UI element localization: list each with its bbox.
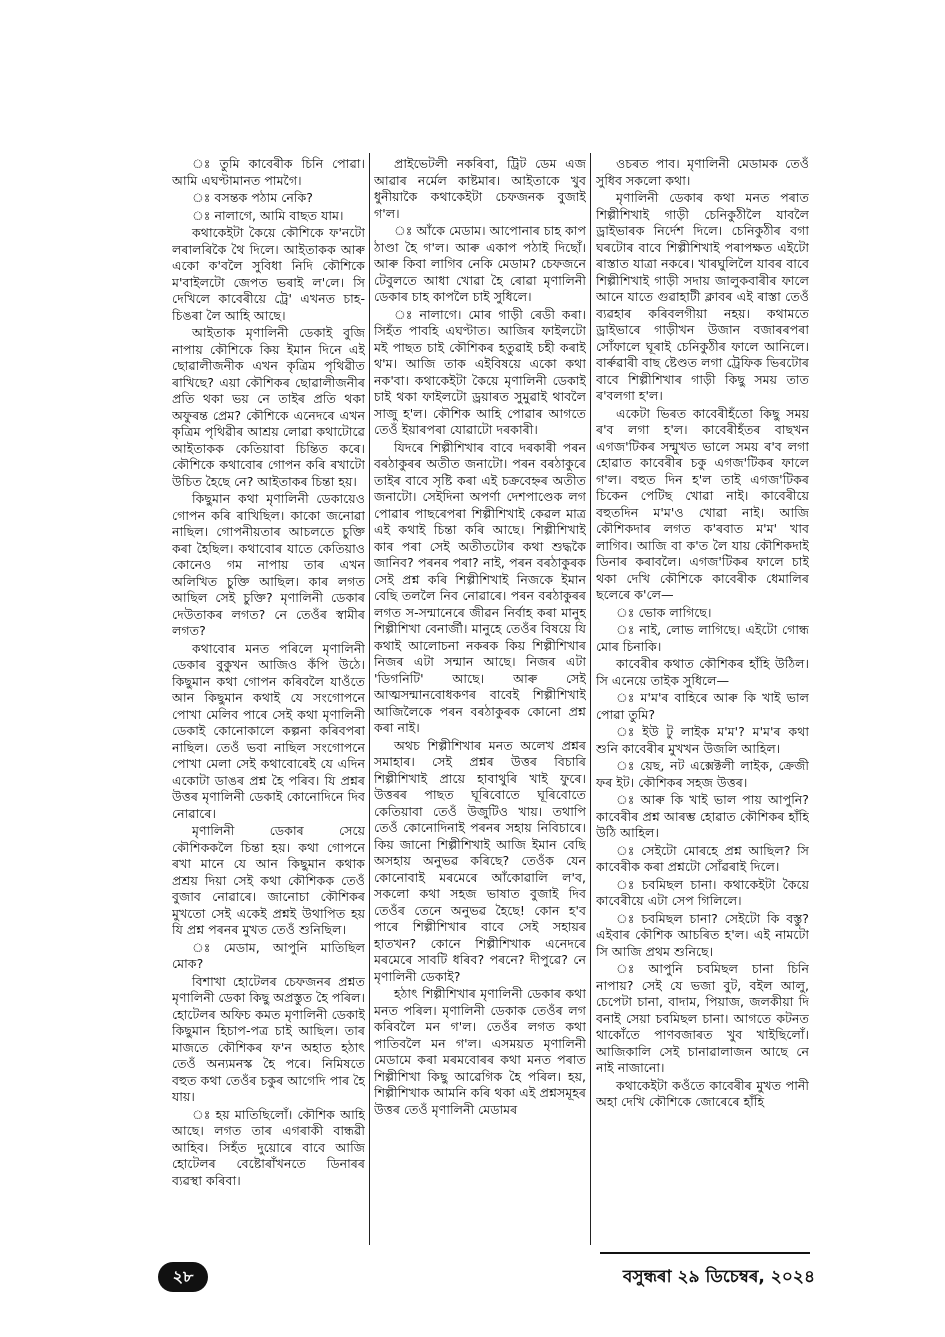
paragraph: প্ৰাইভেটলী নকৰিবা, ট্ৰিট ডেম এজ আৱাৰ নৰ্মেল কাষ্টমাৰ। আইতাকে খুব ধুনীয়াকৈ কথাকেইটা চেফজনক বুজাই গ'ল। xyxy=(374,156,586,221)
paragraph: ঃ নাই, লোভ লাগিছে। এইটো গোন্ধ মোৰ চিনাকি। xyxy=(596,622,809,654)
footer-rule xyxy=(600,1252,810,1254)
paragraph: হঠাৎ শিল্পীশিখাৰ মৃণালিনী ডেকাৰ কথা মনত পৰিল। মৃণালিনী ডেকাক তেওঁৰ লগ কৰিবলৈ মন গ'ল। তেওঁৰ লগত কথা পাতিবলৈ মন গ'ল। এসময়ত মৃণালিনী মেডামে কৰা মৰমবোৰৰ কথা মনত পৰাত শিল্পীশিখা কিছু আৱেগিক হৈ পৰিল। হয়, শিল্পীশিখাক আমনি কৰি থকা এই প্ৰশ্নসমূহৰ উত্তৰ তেওঁ মৃণালিনী মেডামৰ xyxy=(374,986,586,1117)
paragraph: বিশাখা হোটেলৰ চেফজনৰ প্ৰশ্নত মৃণালিনী ডেকা কিছু অপ্ৰস্তুত হৈ পৰিল। হোটেলৰ অফিচ কমত মৃণালিনী ডেকাই কিছুমান হিচাপ-পত্ৰ চাই আছিল। তাৰ মাজতে কৌশিকৰ ফ'ন অহাত হঠাৎ তেওঁ অন্যমনস্ক হৈ পৰে। নিমিষতে বহুত কথা তেওঁৰ চকুৰ আগেদি পাৰ হৈ যায়। xyxy=(172,973,365,1104)
paragraph: ঃ চবমিছল চানা। কথাকেইটা কৈয়ে কাবেৰীয়ে এটা সেপ গিলিলে। xyxy=(596,876,809,908)
paragraph: আইতাক মৃণালিনী ডেকাই বুজি নাপায় কৌশিকে কিয় ইমান দিনে এই ছোৱালীজনীক এখন কৃত্ৰিম পৃথিৱীত ৰাখিছে? এয়া কৌশিকৰ ছোৱালীজনীৰ প্ৰতি থকা ভয় নে তাইৰ প্ৰতি থকা অফুৰন্ত প্ৰেম? কৌশিকে এনেদৰে এখন কৃত্ৰিম পৃথিৱীৰ আশ্ৰয় লোৱা কথাটোৱে আইতাকক কেতিয়াবা চিন্তিত কৰে। কৌশিকে কথাবোৰ গোপন কৰি ৰখাটো উচিত হৈছে নে? আইতাকৰ চিন্তা হয়। xyxy=(172,325,365,489)
text-column-3 xyxy=(596,156,809,1236)
paragraph: কিছুমান কথা মৃণালিনী ডেকায়েও গোপন কৰি ৰাখিছিল। কাকো জনোৱা নাছিল। গোপনীয়তাৰ আচলতে চুক্তি কৰা হৈছিল। কথাবোৰ যাতে কেতিয়াও কোনেও গম নাপায় তাৰ এখন অলিখিত চুক্তি আছিল। কাৰ লগত আছিল সেই চুক্তি? মৃণালিনী ডেকাৰ দেউতাকৰ লগত? নে তেওঁৰ স্বামীৰ লগত? xyxy=(172,491,365,638)
paragraph: একেটা ভিৰত কাবেৰীহঁতো কিছু সময় ৰ'ব লগা হ'ল। কাবেৰীহঁতৰ বাছখন এগজ'টিকৰ সন্মুখত ভালে সময় ৰ'ব লগা হোৱাত কাবেৰীৰ চকু এগজ'টিকৰ ফালে গ'ল। বহুত দিন হ'ল তাই এগজ'টিকৰ চিকেন পেটিছ খোৱা নাই। কাবেৰীয়ে বহুতদিন ম'ম'ও খোৱা নাই। আজি কৌশিকদাৰ লগত ক'ৰবাত ম'ম' খাব লাগিব। আজি বা ক'ত লৈ যায় কৌশিকদাই ডিনাৰ কৰাবলৈ। এগজ'টিকৰ ফালে চাই থকা দেখি কৌশিকে কাবেৰীক ধেমালিৰ ছলেৰে ক'লে— xyxy=(596,405,809,602)
paragraph: ঃ য়েছ, নট এক্সেক্টলী লাইক, ক্ৰেজী ফৰ ইট। কৌশিকৰ সহজ উত্তৰ। xyxy=(596,758,809,790)
paragraph: কথাকেইটা কৈয়ে কৌশিকে ফ'নটো লৰালৰিকৈ থৈ দিলে। আইতাকক আৰু একো ক'বলৈ সুবিধা নিদি কৌশিকে ম'বাইলটো জেপত ভৰাই ল'লে। সি দেখিলে কাবেৰীয়ে ট্ৰে' এখনত চাহ-চিঙৰা লৈ আহি আছে। xyxy=(172,225,365,323)
paragraph: মৃণালিনী ডেকাৰ সেয়ে কৌশিককলৈ চিন্তা হয়। কথা গোপনে ৰখা মানে যে আন কিছুমান কথাক প্ৰশ্ৰয় দিয়া সেই কথা কৌশিকক তেওঁ বুজাব নোৱাৰে। জানোচা কৌশিকৰ মুখতো সেই একেই প্ৰশ্নই উথাপিত হয় যি প্ৰশ্ন পৰনৰ মুখত তেওঁ শুনিছিল। xyxy=(172,823,365,937)
paragraph: অথচ শিল্পীশিখাৰ মনত অলেখ প্ৰশ্নৰ সমাহাৰ। সেই প্ৰশ্নৰ উত্তৰ বিচাৰি শিল্পীশিখাই প্ৰায়ে হাবাথুৰি খাই ফুৰে। উত্তৰৰ পাছত ঘূৰিবোতে ঘূৰিবোতে কেতিয়াবা তেওঁ উজুটিও খায়। তথাপি তেওঁ কোনোদিনাই পৰনৰ সহায় নিবিচাৰে। কিয় জানো শিল্পীশিখাই আজি ইমান বেছি অসহায় অনুভৱ কৰিছে? তেওঁক যেন কোনোবাই মৰমেৰে আঁকোৱালি ল'ব, সকলো কথা সহজ ভাষাত বুজাই দিব তেওঁৰ তেনে অনুভৱ হৈছে! কোন হ'ব পাৰে শিল্পীশিখাৰ বাবে সেই সহায়ৰ হাতখন? কোনে শিল্পীশিখাক এনেদৰে মৰমেৰে সাবটি ধৰিব? পৰনে? দীপুৱে? নে মৃণালিনী ডেকাই? xyxy=(374,737,586,984)
paragraph: ঃ বসন্তক পঠাম নেকি? xyxy=(192,190,313,205)
paragraph: কথাকেইটা কওঁতে কাবেৰীৰ মুখত পানী অহা দেখি কৌশিকে জোৰেৰে হাঁহি xyxy=(596,1077,809,1109)
paragraph: ঃ হয় মাতিছিলোঁ। কৌশিক আহি আছে। লগত তাৰ এগৰাকী বান্ধৱী আহিব। সিহঁত দুয়োৰে বাবে আজি হোটেলৰ বেষ্টোৰাঁখনতে ডিনাৰৰ ব্যৱস্থা কৰিবা। xyxy=(172,1106,365,1188)
text-column-2 xyxy=(374,156,586,1236)
publication-date-line: বসুন্ধৰা ২৯ ডিচেম্বৰ, ২০২৪ xyxy=(622,1267,815,1287)
paragraph: ঃ সেইটো মোৰহে প্ৰশ্ন আছিল? সি কাবেৰীক কৰা প্ৰশ্নটো সোঁৱৰাই দিলে। xyxy=(596,842,809,874)
paragraph: ঃ ম'ম'ৰ বাহিৰে আৰু কি খাই ভাল পোৱা তুমি? xyxy=(596,690,809,722)
column-divider xyxy=(369,153,370,1245)
paragraph: ঃ ভোক লাগিছে। xyxy=(616,604,712,620)
column-divider xyxy=(590,153,591,1245)
paragraph: ঃ আপুনি চবমিছল চানা চিনি নাপায়? সেই যে ভজা বুট, বইল আলু, চেপেটা চানা, বাদাম, পিয়াজ, জলকীয়া দি বনাই সেয়া চবমিছল চানা। আগতে কটনত থাকোঁতে পাণবজাৰত খুব খাইছিলোঁ। আজিকালি সেই চানাৱালাজন আছে নে নাই নাজানো। xyxy=(596,961,809,1075)
paragraph: ঃ নালাগে। মোৰ গাড়ী ৰেডী কৰা। সিহঁত পাবহি এঘণ্টাত। আজিৰ ফাইলটো মই পাছত চাই কৌশিকৰ হতুৱাই চহী কৰাই থ'ম। আজি তাক এইবিষয়ে একো কথা নক'বা। কথাকেইটা কৈয়ে মৃণালিনী ডেকাই চাই থকা ফাইলটো ড্ৰয়াৰত সুমুৱাই থাবলৈ সাজু হ'ল। কৌশিক আহি পোৱাৰ আগতে তেওঁ ইয়াৰপৰা যোৱাটো দৰকাৰী। xyxy=(374,306,586,437)
paragraph: ঃ তুমি কাবেৰীক চিনি পোৱা। আমি এঘণ্টামানত পামগৈ। xyxy=(172,156,365,188)
paragraph: ঃ নালাগে, আমি বাছত যাম। xyxy=(192,207,344,223)
paragraph: মৃণালিনী ডেকাৰ কথা মনত পৰাত শিল্পীশিখাই গাড়ী চেনিকুঠীলৈ যাবলৈ ড্ৰাইভাৰক নিৰ্দেশ দিলে। চেনিকুঠীৰ বগা ঘৰটোৰ বাবে শিল্পীশিখাই পৰাপক্ষত এইটো ৰাস্তাত যাত্ৰা নকৰে। খাৰঘুলিলৈ যাবৰ বাবে শিল্পীশিখাই গাড়ী সদায় জালুকবাৰীৰ ফালে আনে যাতে গুৱাহাটী ক্লাবৰ এই ৰাস্তা তেওঁ ব্যৱহাৰ কৰিবলগীয়া নহয়। কথামতে ড্ৰাইভাৰে গাড়ীখন উজান বজাৰৰপৰা সোঁফালে ঘূৰাই চেনিকুঠীৰ ফালে আনিলে। বাৰ্ৰুৱাৰী বাছ ষ্টেণ্ডত লগা ট্ৰেফিক ভিৰটোৰ বাবে শিল্পীশিখাৰ গাড়ী কিছু সময় তাত ৰ'বলগা হ'ল। xyxy=(596,190,809,403)
page-number-badge: ২৮ xyxy=(158,1262,208,1292)
paragraph: ঃ আৰু কি খাই ভাল পায় আপুনি? কাবেৰীৰ প্ৰশ্ন আৰম্ভ হোৱাত কৌশিকৰ হাঁহি উঠি আহিল। xyxy=(596,792,809,840)
paragraph: ঃ ইউ টু লাইক ম'ম'? ম'ম'ৰ কথা শুনি কাবেৰীৰ মুখখন উজলি আহিল। xyxy=(596,724,809,756)
paragraph: কাবেৰীৰ কথাত কৌশিকৰ হাঁহি উঠিল। সি এনেয়ে তাইক সুধিলে— xyxy=(596,656,809,688)
paragraph: ঃ আঁকে মেডাম। আপোনাৰ চাহ কাপ ঠাণ্ডা হৈ গ'ল। আৰু একাপ পঠাই দিছোঁ। আৰু কিবা লাগিব নেকি মেডাম? চেফজনে টেবুলতে আধা খোৱা হৈ ৰোৱা মৃণালিনী ডেকাৰ চাহ কাপলৈ চাই সুধিলে। xyxy=(374,223,586,304)
paragraph: যিদৰে শিল্পীশিখাৰ বাবে দৰকাৰী পৰন বৰঠাকুৰৰ অতীত জনাটো। পৰন বৰঠাকুৰে তাইৰ বাবে সৃষ্টি কৰা এই চক্ৰবেহ্নৰ অতীত জনাটো। সেইদিনা অপৰ্ণা দেশপাণ্ডেক লগ পোৱাৰ পাছৰেপৰা শিল্পীশিখাই কেৱল মাত্ৰ এই কথাই চিন্তা কৰি আছে। শিল্পীশিখাই কাৰ পৰা সেই অতীতটোৰ কথা শুদ্ধকৈ জানিব? পৰনৰ পৰা? নাই, পৰন বৰঠাকুৰক সেই প্ৰশ্ন কৰি শিল্পীশিখাই নিজকে ইমান বেছি তললৈ নিব নোৱাৰে। পৰন বৰঠাকুৰৰ লগত স-সন্মানেৰে জীৱন নিৰ্বাহ কৰা মানুহ শিল্পীশিখা বেনাৰ্জী। মানুহে তেওঁৰ বিষয়ে যি কথাই আলোচনা নকৰক কিয় শিল্পীশিখাৰ নিজৰ এটা সন্মান আছে। নিজৰ এটা 'ডিগনিটি' আছে। আৰু সেই আত্মসন্মানবোধকণৰ বাবেই শিল্পীশিখাই আজিলৈকে পৰন বৰঠাকুৰক কোনো প্ৰশ্ন কৰা নাই। xyxy=(374,439,586,735)
paragraph: ঃ মেডাম, আপুনি মাতিছিল মোক? xyxy=(172,939,365,971)
text-column-1 xyxy=(172,156,365,1236)
paragraph: ওচৰত পাব। মৃণালিনী মেডামক তেওঁ সুধিব সকলো কথা। xyxy=(596,156,809,188)
paragraph: ঃ চবমিছল চানা? সেইটো কি বস্তু? এইবাৰ কৌশিক আচৰিত হ'ল। এই নামটো সি আজি প্ৰথম শুনিছে। xyxy=(596,910,809,959)
paragraph: কথাবোৰ মনত পৰিলে মৃণালিনী ডেকাৰ বুকুখন আজিও কঁপি উঠে। কিছুমান কথা গোপন কৰিবলৈ যাওঁতে আন কিছুমান কথাই যে সংগোপনে পোখা মেলিব পাৰে সেই কথা মৃণালিনী ডেকাই কোনোকালে কল্পনা কৰিবপৰা নাছিল। তেওঁ ভবা নাছিল সংগোপনে পোখা মেলা সেই কথাবোৰেই যে এদিন একোটা ডাঙৰ প্ৰশ্ন হৈ পৰিব। যি প্ৰশ্নৰ উত্তৰ মৃণালিনী ডেকাই কোনোদিনে দিব নোৱাৰে। xyxy=(172,640,365,821)
